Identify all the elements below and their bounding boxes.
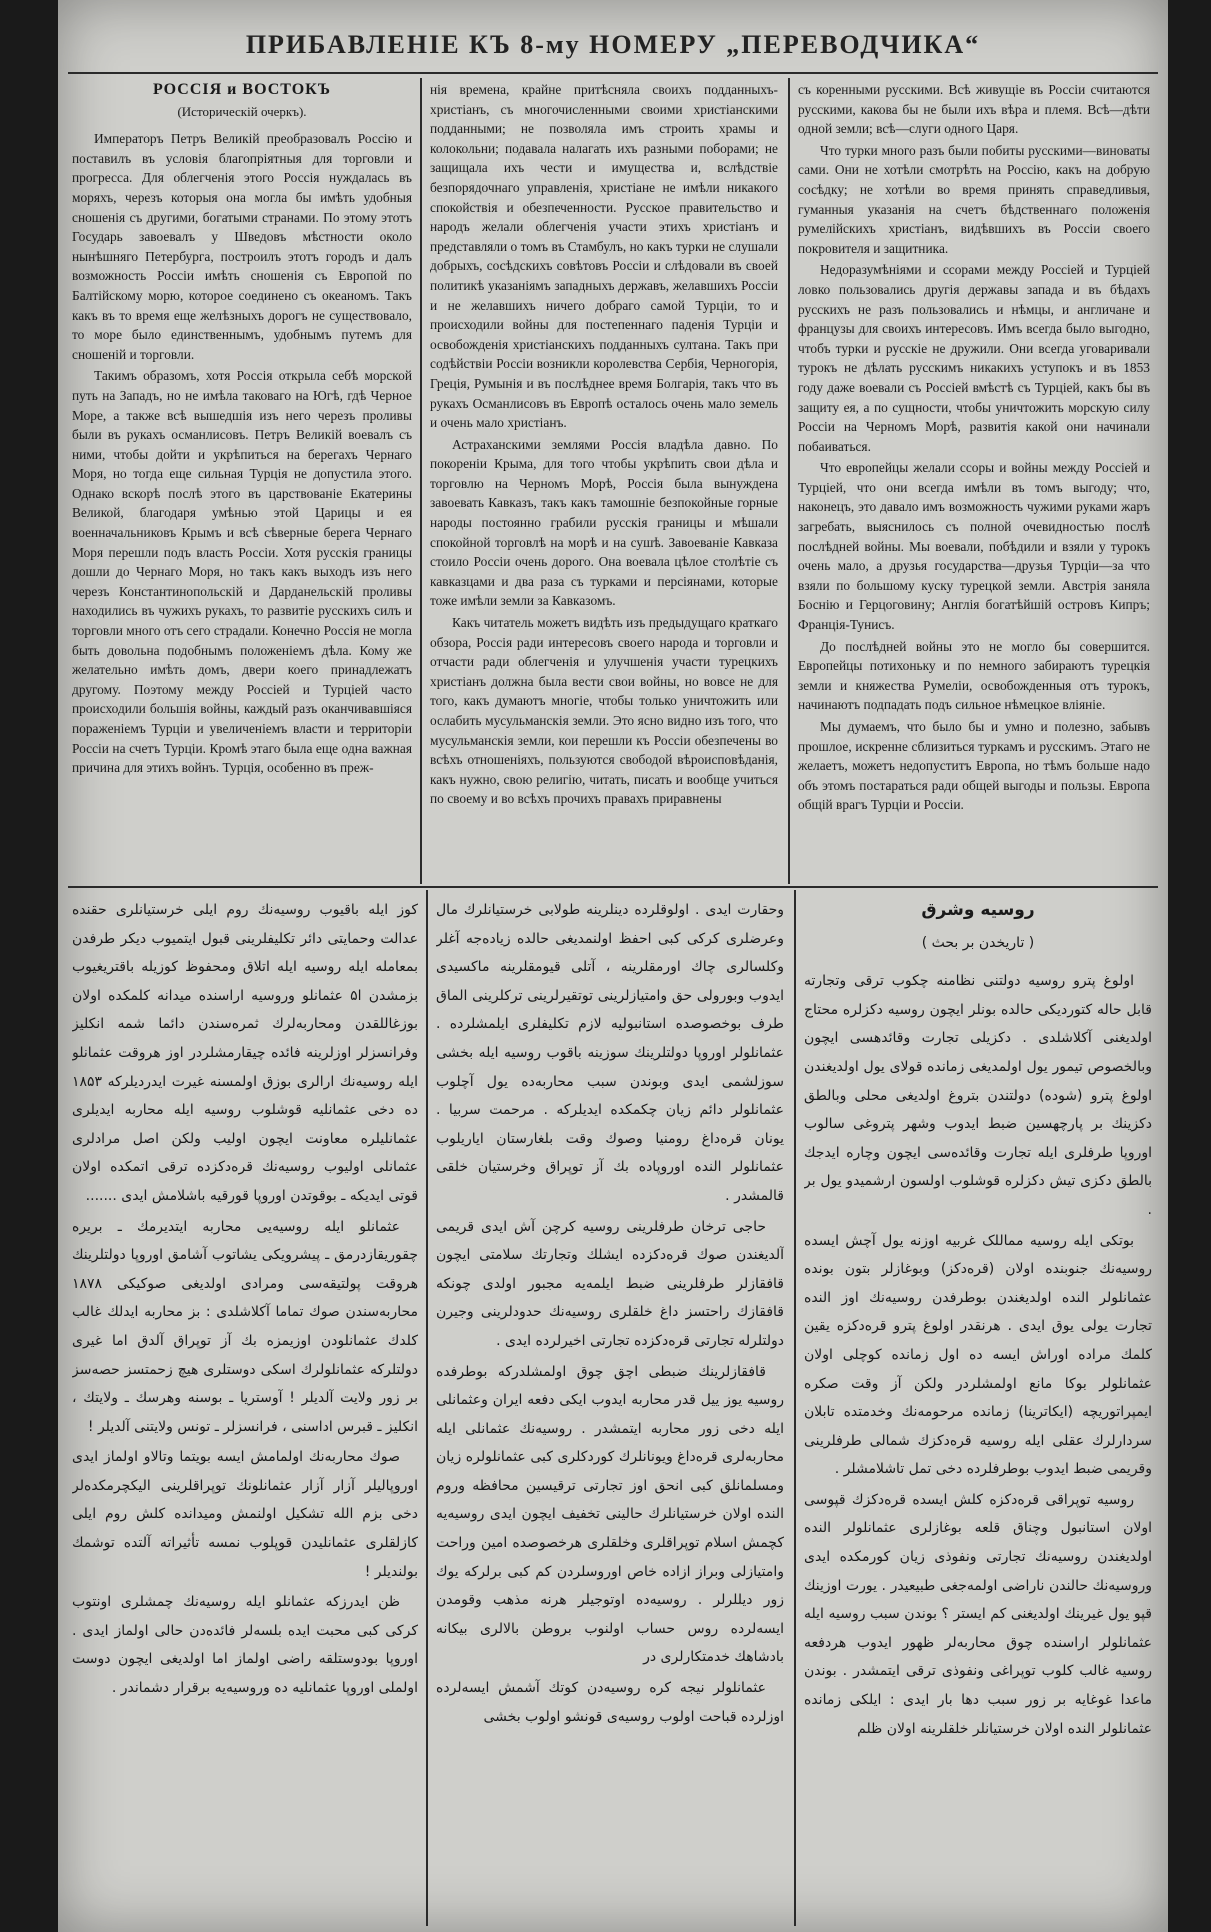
russian-column-3 (798, 80, 1150, 880)
paragraph: صوك محاربه‌نك اولمامش ایسه بویتما وتالاو اولماز ایدی اوروپالیلر آزار آزار عثمانلونك توپراقلرینی الیکچرمکده‌لر دخی بزم الله تشکیل اولنمش ومیدانده کلش روم ایلی کازلقلری عثمانلیدن قوپلوب نمسه تأثیراته آلتده توشمك بولندیلر ! (72, 1449, 418, 1580)
turkish-article-title: روسیه وشرق (921, 900, 1035, 920)
paragraph: اولوغ پترو روسیه دولتنی نظامنه چکوب ترقی وتجارته قابل حاله کتوردیکی حالده بونلر ایچون روسیه دکزلره محتاج اولدیغنی آکلاشلدی . دکزیلی تجارت وقائدهسی ایچون وبالخصوص تیمور یول اولمدیغی زمانده قولای یول اولدیغندن اولوغ پترو (شوده) دولتندن بتروغ اولدیغی محلی وبالطق دکزینك بر پارچهسین ضبط ایدوب وشهر پتروغی سالوب اوروپا طرفلری ایله تجارت وقائده‌سی ایچون وچاره ایدجك بالطق دکزی تیش دکزلره قوشلوب اولسون ارشمیدو یول بر . (804, 973, 1152, 1218)
paragraph: ظن ایدرزکه عثمانلو ایله روسیه‌نك چمشلری اونتوب کرکی کبی محبت ایده بلسه‌لر فائده‌دن حالی اولماز ایدی . اوروپا بودوستلقه راضی اولماز اما اولدیغی ایچون دوست اولملی اوروپا عثمانلیه ده وروسیه‌یه برقرار دشماندر . (72, 1594, 418, 1697)
turkish-column-middle (436, 896, 784, 1921)
paragraph: Такимъ образомъ, хотя Россія открыла себѣ морской путь на Западъ, но не имѣла таковаго на Югѣ, гдѣ Черное Море, а также всѣ вышедшія изъ него черезъ проливы были въ рукахъ османлисовъ. Петръ Великій воевалъ съ ними, чтобы дойти и укрѣпиться на берегахъ Чернаго Моря, но тогда еще сильная Турція не допустила этого. Однако вскорѣ послѣ этого въ царствованіе Екатерины Великой, благодаря умѣнью этой Царицы и ея военначальниковъ Крымъ и всѣ сѣверные берега Чернаго Моря перешли подъ власть Россіи. Хотя русскія границы дошли до Чернаго Моря, но такъ какъ выходъ изъ него черезъ Константинопольскій и Дарданельскій проливы находились въ чужихъ рукахъ, то развитіе русскихъ силъ и торговли много отъ сего страдали. Конечно Россія не могла быть довольна подобнымъ положеніемъ дѣла. Кому же желательно имѣть домъ, двери коего принадлежатъ другому. Поэтому между Россіей и Турціей часто происходили большія войны, каждый разъ оканчивавшіяся пораженіемъ Турціи и увеличеніемъ власти и территоріи Россіи на счетъ Турціи. Кромѣ этаго была еще одна важная причина для этихъ войнъ. Турція, особенно въ преж- (72, 368, 412, 776)
paragraph: Какъ читатель можетъ видѣть изъ предыдущаго краткаго обзора, Россія ради интересовъ своего народа и торговли и отчасти ради облегченія и улучшенія участи турецкихъ христіанъ должна была вести свои войны, но вовсе не для того, какъ думаютъ многіе, чтобы только уничтожить или ослабить мусульманскія земли. Это ясно видно изъ того, что мусульманскія земли, кои перешли къ Россіи обезпечены во всѣхъ отношеніяхъ, пользуются свободой вѣроисповѣданія, какъ нужно, свою религію, читать, писать и вообще учиться по своему и во всѣхъ прочихъ правахъ приравнены (430, 615, 778, 807)
russian-article-subtitle: (Историческій очеркъ). (177, 103, 307, 119)
paragraph: съ коренными русскими. Всѣ живущіе въ Россіи считаются русскими, какова бы не были ихъ вѣра и племя. Всѣ—дѣти одной земли; всѣ—слуги одного Царя. (798, 82, 1150, 137)
paragraph: Что европейцы желали ссоры и войны между Россіей и Турціей, что они всегда имѣли въ томъ выгоду; что, наконецъ, это давало имъ возможность чужими руками жаръ загребать, выяснилось съ полной очевидностью послѣ послѣдней войны. Мы воевали, побѣдили и взяли у турокъ очень мало, а друзья государства—друзья Турціи—за что взяли по большому куску турецкой земли. Австрія заняла Боснію и Герцоговину; Англія богатѣйшій островъ Кипръ; Франція-Тунисъ. (798, 460, 1150, 633)
paragraph: Недоразумѣніями и ссорами между Россіей и Турціей ловко пользовались другія державы запада и въ бѣдахъ русскихъ не разъ пользовались и нѣмцы, и англичане и французы для своихъ интересовъ. Имъ всегда было выгодно, чтобъ турки и русскіе не дружили. Они всегда уговаривали турокъ не дѣлать русскимъ никакихъ уступокъ и въ 1853 году даже воевали съ Россіей вмѣстѣ съ Турціей, какъ бы въ защиту ея, а по сущности, чтобы уничтожить морскую силу Россіи на Черномъ Морѣ, развитія какой они начинали побаиваться. (798, 262, 1150, 454)
russian-column-2 (430, 80, 778, 880)
column-divider (788, 78, 790, 884)
column-divider (420, 78, 422, 884)
paragraph: بوتكی ایله روسیه مماللک غربیه اوزنه یول آچش ایسده روسیه‌نك جنوبنده اولان (قره‌دکز) وبوغازلر بتون بونده عثمانلولر النده اولدیغندن بوطرفدن روسیه‌نك اوز النده تجارت یولی یوق ایدی . هرنقدر اولوغ پترو قره‌دکزه یقین کلمك مراده اوراش ایسه ده اول زمانده کوچلی اولان عثمانلولر بوکا مانع اولمشلردر ولکن آز وقت صکره ایمپراتوریچه (ایکاترینا) زمانده مرحومه‌نك وخدمتده تابلان سردارلرك عقلی ایله روسیه قره‌دکزك شمالی طرفلرینی وقریمی ضبط ایدوب بوطرفلرده دخی تمل تاشلامشلر . (804, 1232, 1152, 1478)
paragraph: عثمانلولر نیجه کره روسیه‌دن کوتك آشمش ایسه‌لرده اوزلرده قباحت اولوب روسیه‌ی قونشو اولوب بخشی (436, 1680, 784, 1725)
paragraph: وحقارت ایدی . اولوقلرده دینلرینه طولابی خرستیانلرك مال وعرضلری کرکی کبی احفظ اولنمدیغی حالده زیاده‌جه آغلر وکلسالری چاك اورمقلرینه ، آتلی قیومقلرینه ماکسیدی ایدوب وبورولی حق وامتیازلرینی توتقیرلرینی ترکلرینی الماق طرف بوخصوصده استانبولیه لازم تکلیفلری ایلمشلرده . عثمانلولر اوروپا دولتلرینك سوزینه باقوب روسیه ایله بخشی سوزلشمی ایدی وبوندن سبب محاربه‌ده یول آچلوب عثمانلولر دائم زیان چکمکده ایدیلرکه . مرحمت سربیا . یونان قره‌داغ رومنیا وصوك وقت بلغارستان ایاریلوب عثمانلولر النده اوروپاده بك آز توپراق وخرستیان خلقی قالمشدر . (436, 902, 784, 1204)
paragraph: عثمانلو ایله روسیه‌یی محاربه ایتدیرمك ـ بریره چقوریقازدرمق ـ پیشرویکی یشاتوب آشامق اوروپا دولتلرینك هروقت پولتیقه‌سی ومرادی اولدیغی صوکیکی ۱۸۷۸ محاربه‌سندن صوك تماما آکلاشلدی : بز محاربه ایدلك غالب کلدك عثمانلودن اوزیمزه بك آز توپراق آلدق اما غیری دولتلرکه عثمانلولرك اسکی دوستلری هیچ زحمتسز حصه‌سز بر زور ولایت آلدیلر ! آوستریا ـ بوسنه وهرسك ـ ولایتك ، انکلیز ـ قبرس اداسنی ، فرانسزلر ـ تونس ولایتنی آلدیلر ! (72, 1218, 418, 1435)
paragraph: нія времена, крайне притѣсняла своихъ подданныхъ-христіанъ, съ многочисленными своими христіанскими подданными; не позволяла имъ строить храмы и колокольни; подавала налагать ихъ разными поборами; не защищала ихъ чести и имущества и, вслѣдствіе безпорядочнаго управленія, христіане не имѣли никакого спокойствія и обезпеченности. Русское правительство и народъ желали облегченія участи этихъ христіанъ и представляли о томъ въ Стамбулъ, но какъ турки не слушали добрыхъ, сосѣдскихъ совѣтовъ Россіи и слѣдовали въ своей политикѣ указаніямъ западныхъ державъ, желавшихъ Россіи и не желавшихъ ничего добраго самой Турціи, то и происходили войны для постепеннаго паденія Турціи и освобожденія христіанскихъ подданныхъ султана. Такъ при содѣйствіи Россіи возникли королевства Сербія, Черногорія, Греція, Румынія и въ послѣднее время Болгарія, такъ что въ рукахъ Османлисовъ въ Европѣ осталось очень мало земель и очень мало христіанъ. (430, 82, 778, 431)
paragraph: Мы думаемъ, что было бы и умно и полезно, забывъ прошлое, искренне сблизиться туркамъ и русскимъ. Этаго не желаетъ, можетъ недопуститъ Европа, но тѣмъ больше надо объ этомъ постараться ради общей выгоды и пользы. Европа общій врагъ Турціи и Россіи. (798, 719, 1150, 813)
section-rule (68, 886, 1158, 888)
column-divider (794, 890, 796, 1926)
masthead: ПРИБАВЛЕНІЕ КЪ 8-му НОМЕРУ „ПЕРЕВОДЧИКА“ (245, 30, 981, 59)
paragraph: Астраханскими землями Россія владѣла давно. По покореніи Крыма, для того чтобы укрѣпить свои дѣла и торговлю на Черномъ Морѣ, Россія была вынуждена завоевать Кавказъ, такъ какъ тамошніе безпокойные горные народы постоянно грабили русскія границы и мѣшали спокойной торговлѣ на морѣ и на сушѣ. Завоеваніе Кавказа стоило Россіи очень дорого. Она воевала цѣлое столѣтіе съ кавказцами и два раза съ турками и персіянами, которые тоже имѣли земли за Кавказомъ. (430, 436, 778, 609)
newspaper-sheet (58, 0, 1168, 1932)
russian-article-title: РОССІЯ и ВОСТОКЪ (152, 81, 332, 98)
turkish-column-right (804, 896, 1152, 1921)
turkish-article-subtitle: ( تاریخدن بر بحث ) (921, 934, 1035, 951)
masthead-rule (68, 72, 1158, 74)
paragraph: قافقازلرینك ضبطی اچق چوق اولمشلدرکه بوطرفده روسیه یوز ییل قدر محاربه ایدوب ایکی دفعه ایران وعثمانلی ایله دخی زور محاربه ایتمشدر . روسیه‌نك عثمانلی ایله محاربه‌لری قره‌داغ ویونانلرك کوردکلری کبی عثمانلولره زیان ومسلمانلق کبی انحق اوز تجارتی ترقیسین محافظه وروم النده اولان خرستیانلرك حالینی تخفیف ایچون ایدی روسیه‌یه کچمش اسلام توپراقلری وخلقلری هرخصوصده امین وراحت وامتیازلی وبراز ازاده خاص اوروسلردن کم کبی برلرکه یوك زور دیللرلر . روسیه‌ده اوتوجیلر هرنه مذهب وقومدن ایسه‌لرده روس حساب اولنوب بروطن بالالری بیکانه بادشاهك خدمتکارلری در (436, 1363, 784, 1666)
paragraph: Императоръ Петръ Великій преобразовалъ Россію и поставилъ въ условія благопріятныя для торговли и прогресса. Для облегченія этого Россія нуждалась въ моряхъ, черезъ которыя она могла бы имѣть удобныя сношенія съ другими, богатыми странами. По этому этотъ Государь завоевалъ у Шведовъ мѣстности около нынѣшняго Петербурга, построилъ этотъ городъ и далъ возможность Россіи имѣть сношенія съ Европой по Балтійскому морю, которое соединено съ океаномъ. Такъ какъ въ то время еще желѣзныхъ дорогъ не существовало, то море было единственнымъ, удобнымъ путемъ для сношеній и торговли. (72, 131, 412, 362)
paragraph: روسیه توپراقی قره‌دکزه کلش ایسده قره‌دکزك قپوسی اولان استانبول وچناق قلعه بوغازلری عثمانلولر النده اولدیغندن روسیه‌نك تجارتی ونفوذی زیان کورمکده ایدی وروسیه‌نك حالندن ناراضی اولمه‌جغی طبیعیدر . یورت اوزینك قپو یول غیرینك اولدیغنی کم ایستر ؟ بوندن سبب روسیه ایله عثمانلولر اراسنده چوق محاربه‌لر ظهور ایدوب هردفعه روسیه غالب کلوب توپراغی ونفوذی ترقی ایتمشدر . بوندن ماعدا غوغایه بر زور سبب دها بار ایدی : ایلکی زمانده عثمانلولر النده اولان خرستیانلر خلقلرینه اولان ظلم (804, 1491, 1152, 1737)
column-divider (426, 890, 428, 1926)
paragraph: До послѣдней войны это не могло бы совершится. Европейцы потихоньку и по немного забираютъ турецкія земли и княжества Румеліи, освобожденныя отъ турокъ, начинаютъ подпадать подъ сильное нѣмецкое вліяніе. (798, 638, 1150, 713)
turkish-column-left (72, 896, 418, 1921)
paragraph: کوز ایله باقیوب روسیه‌نك روم ایلی خرستیانلری حقنده عدالت وحمایتی دائر تکلیفلرینی قبول ایتمیوب دیکر طرفدن بمعامله ایله روسیه ایله اتلاق ومحفوظ کوزیله باقتریغیوب بزمشدن ا۵ عثمانلو وروسیه اراسنده میدانه کلمکده اولان بوزغاللقدن ومحاربه‌لرك ثمره‌سندن دائما شمه انکلیز وفرانسزلر اوزلرینه فائده چیقارمشلردر اوز هروقت عثمانلو ایله روسیه‌نك ارالری بوزق اولمسنه غیرت ایدردیلرکه ۱۸۵۳ ده دخی عثمانلیه قوشلوب روسیه ایله محاربه ایدیلری عثمانلیلره معاونت ایچون اولیب ولکن اصل مرادلری عثمانلی اولیوب روسیه‌نك قره‌دکزده ترقی اتمکده اولان قوتی ایدیکه ـ بوقوتدن اوروپا قورقیه باشلامش ایدی ....... (72, 902, 418, 1204)
russian-column-1 (72, 80, 412, 880)
paragraph: Что турки много разъ были побиты русскими—виноваты сами. Они не хотѣли смотрѣть на Россію, какъ на добрую сосѣдку; не хотѣли во время принять справедливыя, гуманныя указанія на счетъ бѣдственнаго положенія румелійскихъ христіанъ, видѣвшихъ въ Россіи своего покровителя и защитника. (798, 142, 1150, 256)
paragraph: حاجی ترخان طرفلرینی روسیه کرچن آش ایدی قریمی آلدیغندن صوك قره‌دکزده ایشلك وتجارتك سلامتی ایچون قافقازلر طرفلرینی ضبط ایلمه‌یه مجبور اولدی چونکه قافقازك راحتسز داغ خلقلری روسیه‌نك حدودلرینی وجیرن دولتلرله تجارتی قره‌دکزده تجارتی اخیرلرده ایدی . (436, 1218, 784, 1349)
